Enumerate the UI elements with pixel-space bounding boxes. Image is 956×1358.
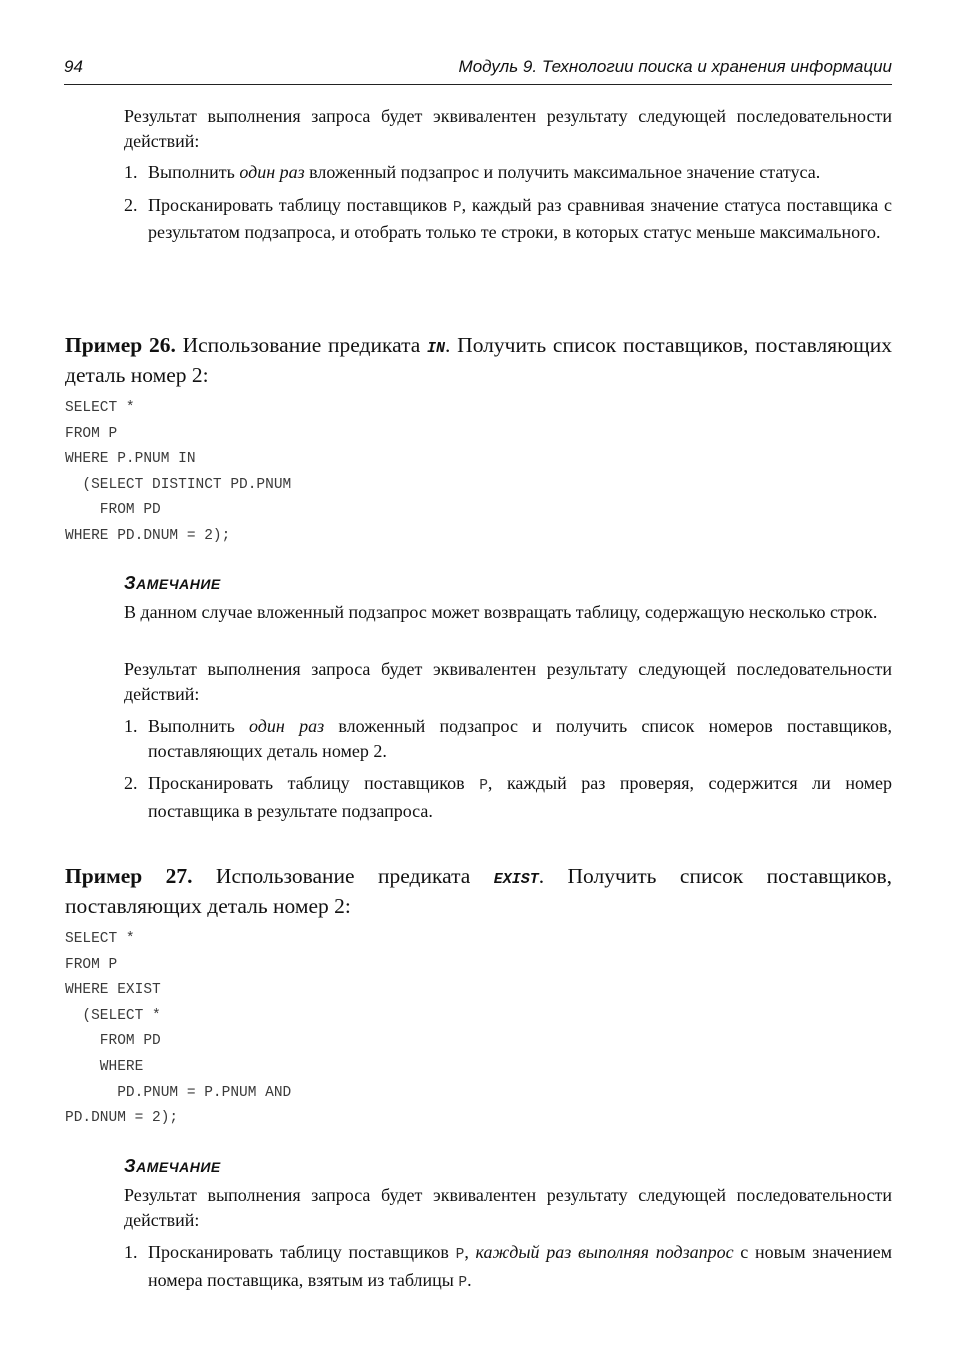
note-paragraph: В данном случае вложенный подзапрос может возвращать таблицу, содержащую несколько строк. — [124, 602, 878, 622]
intro-paragraph: Результат выполнения запроса будет эквивалентен результату следующей последовательности действий: — [124, 106, 892, 151]
example-label: Пример 26. — [65, 333, 176, 357]
list-item: 2. Просканировать таблицу поставщиков P, каждый раз сравнивая значение статуса поставщика с результатом подзапроса, и отобрать только те строки, в которых статус меньше максимального. — [124, 194, 893, 242]
code-block-26: SELECT * FROM P WHERE P.PNUM IN (SELECT DISTINCT PD.PNUM FROM PD WHERE PD.DNUM = 2); — [65, 400, 292, 544]
example-27-heading: Пример 27. Использование предиката EXIST. Получить список поставщиков, поставляющих деталь номер 2: — [65, 864, 892, 918]
note-paragraph: Результат выполнения запроса будет эквивалентен результату следующей последовательности действий: — [124, 659, 892, 704]
example-label: Пример 27. — [65, 864, 193, 888]
list-item: 1. Просканировать таблицу поставщиков P, каждый раз выполняя подзапрос с новым значением номера поставщика, взятым из таблицы P. — [124, 1242, 893, 1291]
predicate-keyword: EXIST — [493, 871, 539, 888]
example-26-heading: Пример 26. Использование предиката IN. Получить список поставщиков, поставляющих деталь номер 2: — [65, 333, 892, 387]
running-title: Модуль 9. Технологии поиска и хранения информации — [458, 57, 892, 76]
note-27-steps-list — [124, 1240, 892, 1303]
note-heading: ЗАМЕЧАНИЕ — [124, 1156, 221, 1176]
note-26-steps-list — [124, 714, 892, 831]
code-block-27: SELECT * FROM P WHERE EXIST (SELECT * FROM PD WHERE PD.PNUM = P.PNUM AND PD.DNUM = 2); — [65, 931, 292, 1127]
note-heading: ЗАМЕЧАНИЕ — [124, 573, 221, 593]
page-header — [64, 54, 892, 85]
list-item: 1. Выполнить один раз вложенный подзапрос и получить максимальное значение статуса. — [124, 162, 821, 182]
note-paragraph: Результат выполнения запроса будет эквивалентен результату следующей последовательности действий: — [124, 1185, 892, 1230]
list-item: 2. Просканировать таблицу поставщиков P, каждый раз проверяя, содержится ли номер поставщика в результате подзапроса. — [124, 773, 892, 821]
page-number: 94 — [64, 57, 83, 76]
predicate-keyword: IN — [427, 340, 446, 357]
list-item: 1. Выполнить один раз вложенный подзапрос и получить список номеров поставщиков, поставляющих деталь номер 2. — [124, 716, 892, 761]
intro-steps-list — [124, 160, 892, 253]
